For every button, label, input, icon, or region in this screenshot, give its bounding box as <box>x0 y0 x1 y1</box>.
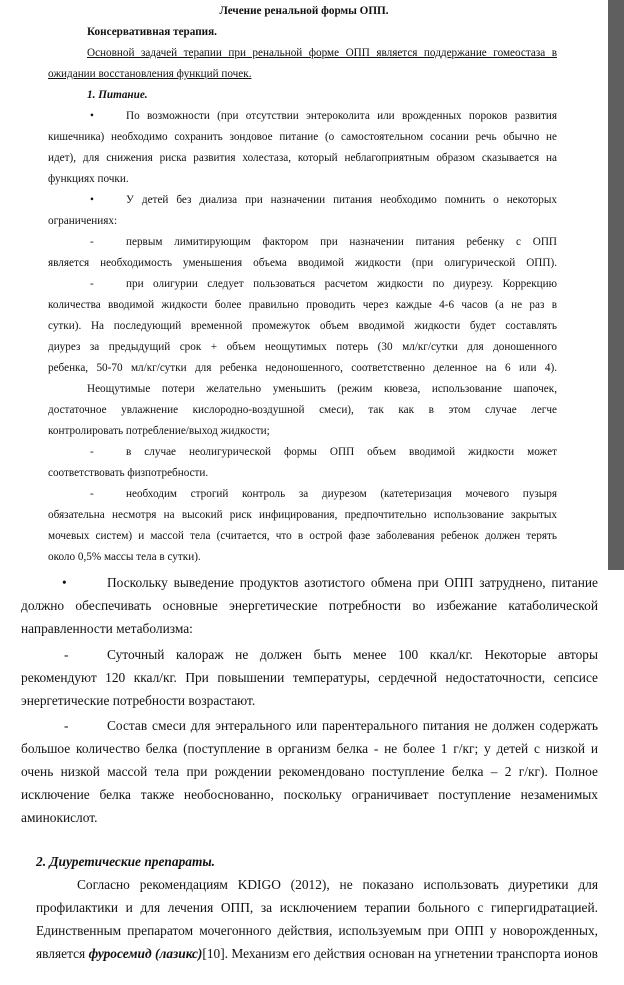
bullet-marker: • <box>90 110 94 122</box>
p1-line-3: идет), для снижения риска развития холестаза, который неблагоприятным образом сказывается на <box>48 152 557 164</box>
e1-line-1: Поскольку выведение продуктов азотистого обмена при ОПП затруднено, питание <box>107 575 598 590</box>
d2-line-2: количества вводимой жидкости более правильно проводить через каждые 4-6 часов (а не раз в <box>48 299 557 311</box>
d2-line-1: при олигурии следует пользоваться расчетом жидкости по диурезу. Коррекцию <box>126 278 557 290</box>
e2-line-2: рекомендуют 120 ккал/кг. При повышении температуры, сердечной недостаточности, сепсисе <box>21 670 598 685</box>
d4-line-2: обязательна несмотря на высокий риск инфицирования, предпочтительно использование закрытых <box>48 509 557 521</box>
e3-line-4: исключение белка также необоснованно, поскольку ограничивает поступление незаменимых <box>21 787 598 802</box>
bullet-marker: • <box>90 194 94 206</box>
p1-line-4: функциях почки. <box>48 173 129 185</box>
scrollbar[interactable] <box>608 0 624 570</box>
f1-line-4-start: является <box>36 946 89 961</box>
drug-name: фуросемид (лазикс) <box>88 946 203 961</box>
f1-line-2: профилактики и для лечения ОПП, за исключением терапии больного с гипергидратацией. <box>36 900 598 915</box>
p3-line-3: контролировать потребление/выход жидкости; <box>48 425 270 437</box>
f1-line-4 <box>36 945 598 962</box>
p1-line-2: кишечника) необходимо сохранить зондовое питание (о самостоятельном сосании речь обычно не <box>48 131 557 143</box>
d4-line-3: мочевых систем) и массой тела (считается, что в острой фазе заболевания ребенок должен терять <box>48 530 557 542</box>
e2-line-1: Суточный калораж не должен быть менее 100 ккал/кг. Некоторые авторы <box>107 647 598 662</box>
e1-line-2: должно обеспечивать основные энергетические потребности во избежание катаболической <box>21 598 598 613</box>
dash-marker: - <box>90 236 94 248</box>
d2-line-3: сутки). На последующий временной промежуток объем вводимой жидкости будет составлять <box>48 320 557 332</box>
e1-line-3: направленности метаболизма: <box>21 621 193 636</box>
p2-line-2: ограничениях: <box>48 215 118 227</box>
f1-line-3: Единственным препаратом мочегонного действия, используемым при ОПП у новорожденных, <box>36 923 598 938</box>
section-heading-conservative: Консервативная терапия. <box>87 26 217 38</box>
d2-line-5: ребенка, 50-70 мл/кг/сутки для ребенка недоношенного, соответственно деленное на 6 или 4). <box>48 362 557 374</box>
e3-line-3: очень низкой массой тела при рождении рекомендовано поступление белка – 2 г/кг). Полное <box>21 764 598 779</box>
p1-line-1: По возможности (при отсутствии энтероколита или врожденных пороков развития <box>126 110 557 122</box>
dash-marker: - <box>90 278 94 290</box>
p3-line-1: Неощутимые потери желательно уменьшить (режим кювеза, использование шапочек, <box>87 383 557 395</box>
e3-line-2: большое количество белка (поступление в организм белка - не более 1 г/кг; у детей с низкой и <box>21 741 598 756</box>
e3-line-5: аминокислот. <box>21 810 98 825</box>
bullet-marker: • <box>62 575 67 590</box>
subheading-diuretics: 2. Диуретические препараты. <box>36 854 216 869</box>
subheading-nutrition: 1. Питание. <box>87 89 148 101</box>
f1-line-1: Согласно рекомендациям KDIGO (2012), не показано использовать диуретики для <box>77 877 598 892</box>
dash-marker: - <box>64 718 69 733</box>
e3-line-1: Состав смеси для энтерального или парентерального питания не должен содержать <box>107 718 598 733</box>
goal-line-2: ожидании восстановления функций почек. <box>48 68 252 80</box>
d2-line-4: диурез за предыдущий срок + объем неощутимых потерь (30 мл/кг/сутки для доношенного <box>48 341 557 353</box>
e2-line-3: энергетические потребности возрастают. <box>21 693 256 708</box>
p3-line-2: достаточное увлажнение кислородно-воздушной смеси), так как в этом случае легче <box>48 404 557 416</box>
d3-line-1: в случае неолигурической формы ОПП объем вводимой жидкости может <box>126 446 557 458</box>
d4-line-1: необходим строгий контроль за диурезом (катетеризация мочевого пузыря <box>126 488 557 500</box>
d3-line-2: соответствовать физпотребности. <box>48 467 209 479</box>
d1-line-1: первым лимитирующим фактором при назначении питания ребенку с ОПП <box>126 236 557 248</box>
d4-line-4: около 0,5% массы тела в сутки). <box>48 551 201 563</box>
dash-marker: - <box>64 647 69 662</box>
dash-marker: - <box>90 446 94 458</box>
d1-line-2: является необходимость уменьшения объема вводимой жидкости (при олигурической ОПП). <box>48 257 557 269</box>
dash-marker: - <box>90 488 94 500</box>
goal-line-1: Основной задачей терапии при ренальной форме ОПП является поддержание гомеостаза в <box>87 47 557 59</box>
document-title: Лечение ренальной формы ОПП. <box>219 5 389 17</box>
p2-line-1: У детей без диализа при назначении питания необходимо помнить о некоторых <box>126 194 557 206</box>
f1-line-4-end: [10]. Механизм его действия основан на угнетении транспорта ионов <box>202 946 599 961</box>
